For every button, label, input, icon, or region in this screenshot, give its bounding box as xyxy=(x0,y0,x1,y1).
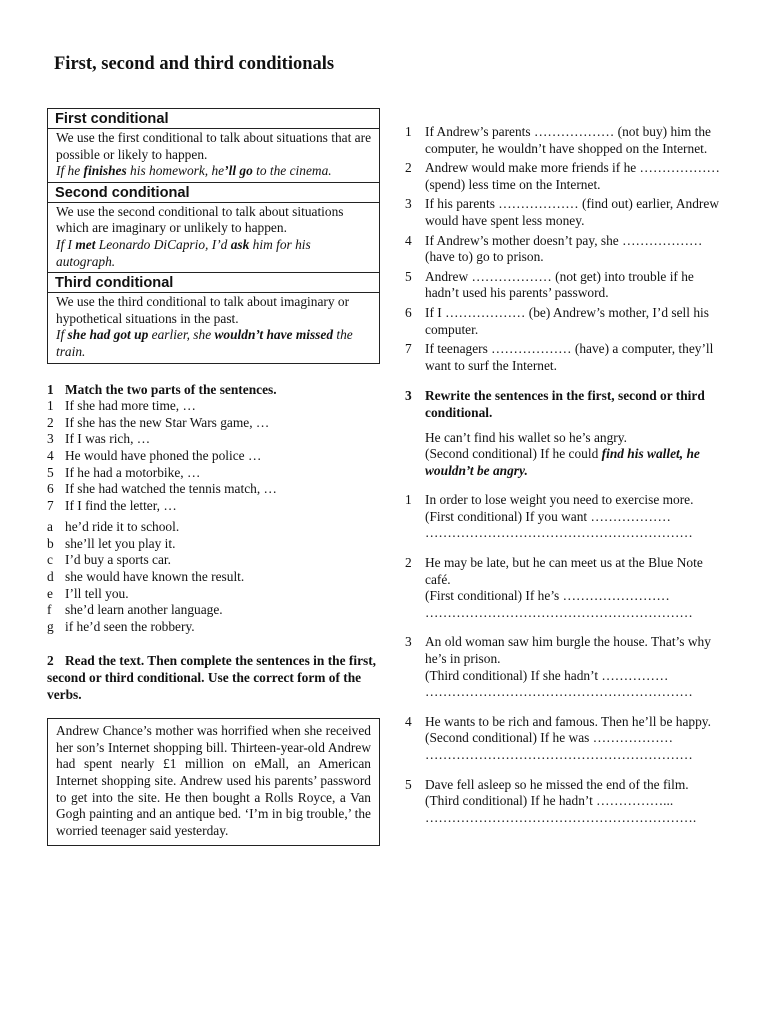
item-text: she would have known the result. xyxy=(65,569,245,585)
fill-in-sentence: If Andrew’s mother doesn’t pay, she ……………… (have to) go to prison. xyxy=(425,232,703,265)
rewrite-item xyxy=(425,634,725,700)
item-text: I’ll tell you. xyxy=(65,585,129,601)
list-item xyxy=(405,269,725,302)
item-text: If I find the letter, … xyxy=(65,497,177,513)
rewrite-prompt: (First conditional) If you want ……………… xyxy=(425,508,671,524)
exercise-3-example xyxy=(425,430,725,480)
item-number: 2 xyxy=(405,160,412,176)
item-number: 5 xyxy=(47,464,54,480)
list-item xyxy=(405,233,725,266)
original-sentence: He may be late, but he can meet us at the Blue Note café. xyxy=(425,555,703,587)
example-answer: (Second conditional) If he could find his wallet, he wouldn’t be angry. xyxy=(425,446,700,478)
item-text: she’d learn another language. xyxy=(65,602,223,618)
item-number: 5 xyxy=(405,776,412,792)
exercise-3-items xyxy=(405,492,725,826)
item-text: If he had a motorbike, … xyxy=(65,464,201,480)
fill-in-sentence: Andrew would make more friends if he ……………… (spend) less time on the Internet. xyxy=(425,160,720,192)
item-number: 3 xyxy=(405,634,412,650)
fill-in-sentence: If Andrew’s parents ……………… (not buy) him the computer, he wouldn’t have shopped on the Internet. xyxy=(425,124,711,156)
item-text: she’ll let you play it. xyxy=(65,535,176,551)
first-conditional-description: We use the first conditional to talk about situations that are possible or likely to happen. xyxy=(56,130,372,162)
third-conditional-heading: Third conditional xyxy=(48,273,379,293)
rewrite-prompt: (Third conditional) If she hadn’t …………… xyxy=(425,667,669,683)
item-text: He would have phoned the police … xyxy=(65,447,262,463)
rewrite-item xyxy=(425,714,725,764)
item-number: 3 xyxy=(405,196,412,212)
second-conditional-body xyxy=(48,203,379,273)
list-item xyxy=(405,714,725,764)
fill-in-sentence: If teenagers ……………… (have) a computer, they’ll want to surf the Internet. xyxy=(425,341,714,373)
list-item xyxy=(47,448,380,465)
item-number: 2 xyxy=(47,414,54,430)
answer-line: …………………………………………………… xyxy=(425,684,693,700)
first-conditional-body xyxy=(48,129,379,183)
fill-in-sentence: Andrew ……………… (not get) into trouble if he hadn’t used his parents’ password. xyxy=(425,268,694,301)
fill-in-sentence: If his parents ……………… (find out) earlier, Andrew would have spent less money. xyxy=(425,196,719,228)
answer-line: ……………………………………………………. xyxy=(425,809,697,825)
first-conditional-heading: First conditional xyxy=(48,109,379,129)
list-item xyxy=(405,777,725,827)
item-number: 7 xyxy=(47,497,54,513)
item-text: if he’d seen the robbery. xyxy=(65,618,195,634)
right-column xyxy=(405,124,725,826)
list-item xyxy=(47,519,380,536)
list-item xyxy=(47,498,380,515)
list-item xyxy=(47,552,380,569)
answer-line: …………………………………………………… xyxy=(425,525,693,541)
item-number: 2 xyxy=(405,555,412,571)
fill-in-sentence: If I ……………… (be) Andrew’s mother, I’d sell his computer. xyxy=(425,304,709,337)
rewrite-prompt: (Second conditional) If he was ……………… xyxy=(425,730,674,746)
list-item xyxy=(405,341,725,374)
item-number: 1 xyxy=(47,398,54,414)
original-sentence: An old woman saw him burgle the house. That’s why he’s in prison. xyxy=(425,634,711,667)
third-conditional-body xyxy=(48,293,379,362)
exercise-1-sentence-endings xyxy=(47,519,380,635)
rewrite-item xyxy=(425,777,725,827)
list-item xyxy=(405,124,725,157)
item-letter: g xyxy=(47,618,54,634)
exercise-1-sentence-starts xyxy=(47,398,380,514)
item-number: 4 xyxy=(47,447,54,463)
list-item xyxy=(405,492,725,542)
item-text: he’d ride it to school. xyxy=(65,519,180,535)
reading-passage-box: Andrew Chance’s mother was horrified when she received her son’s Internet shopping bill. Thirteen-year-old Andrew had spent nearly £1 million on eMall, an American Internet shopping site. Andrew used his parents’ password to get into the site. He then bought a Rolls Royce, a Van Gogh painting and an antique bed. ‘I’m in big trouble,’ the worried teenager said yesterday. xyxy=(47,718,380,846)
item-letter: c xyxy=(47,552,53,568)
list-item xyxy=(405,305,725,338)
left-column xyxy=(47,108,380,846)
original-sentence: Dave fell asleep so he missed the end of the film. xyxy=(425,776,689,792)
list-item xyxy=(405,555,725,621)
item-number: 1 xyxy=(405,492,412,508)
list-item xyxy=(47,586,380,603)
exercise-2-sentences xyxy=(405,124,725,374)
item-text: If she had watched the tennis match, … xyxy=(65,481,277,497)
list-item xyxy=(47,465,380,482)
item-number: 6 xyxy=(47,481,54,497)
list-item xyxy=(47,602,380,619)
item-number: 4 xyxy=(405,232,412,248)
grammar-box xyxy=(47,108,380,364)
page-title: First, second and third conditionals xyxy=(54,54,335,74)
list-item xyxy=(47,398,380,415)
exercise-1-heading: 1 Match the two parts of the sentences. xyxy=(47,381,277,397)
rewrite-prompt: (First conditional) If he’s …………………… xyxy=(425,588,670,604)
item-number: 6 xyxy=(405,304,412,320)
item-text: If I was rich, … xyxy=(65,431,151,447)
item-number: 3 xyxy=(47,431,54,447)
item-number: 7 xyxy=(405,341,412,357)
exercise-2-heading: 2 Read the text. Then complete the sentences in the first, second or third conditional. Use the correct form of the verbs. xyxy=(47,653,377,702)
original-sentence: In order to lose weight you need to exercise more. xyxy=(425,492,694,508)
list-item xyxy=(47,481,380,498)
item-letter: d xyxy=(47,569,54,585)
second-conditional-heading: Second conditional xyxy=(48,183,379,203)
list-item xyxy=(405,196,725,229)
item-text: If she had more time, … xyxy=(65,398,196,414)
rewrite-item xyxy=(425,555,725,621)
item-text: I’d buy a sports car. xyxy=(65,552,171,568)
example-sentence: He can’t find his wallet so he’s angry. xyxy=(425,429,627,445)
answer-line: …………………………………………………… xyxy=(425,604,693,620)
list-item xyxy=(47,431,380,448)
item-number: 1 xyxy=(405,124,412,139)
list-item xyxy=(47,619,380,636)
item-letter: a xyxy=(47,519,53,535)
item-letter: b xyxy=(47,535,54,551)
list-item xyxy=(47,415,380,432)
item-letter: e xyxy=(47,585,53,601)
list-item xyxy=(47,536,380,553)
rewrite-prompt: (Third conditional) If he hadn’t ……………... xyxy=(425,793,674,809)
second-conditional-example: If I met Leonardo DiCaprio, I’d ask him for his autograph. xyxy=(56,236,311,269)
list-item xyxy=(405,160,725,193)
third-conditional-example: If she had got up earlier, she wouldn’t have missed the train. xyxy=(56,327,353,359)
list-item xyxy=(405,634,725,700)
rewrite-item xyxy=(425,492,725,542)
original-sentence: He wants to be rich and famous. Then he’ll be happy. xyxy=(425,713,711,729)
answer-line: …………………………………………………… xyxy=(425,747,693,762)
item-text: If she has the new Star Wars game, … xyxy=(65,414,270,430)
item-number: 5 xyxy=(405,268,412,284)
first-conditional-example: If he finishes his homework, he’ll go to the cinema. xyxy=(56,163,332,179)
exercise-3-heading: 3 Rewrite the sentences in the first, second or third conditional. xyxy=(405,388,705,420)
item-letter: f xyxy=(47,602,52,618)
third-conditional-description: We use the third conditional to talk about imaginary or hypothetical situations in the past. xyxy=(56,294,350,326)
second-conditional-description: We use the second conditional to talk about situations which are imaginary or unlikely to happen. xyxy=(56,203,344,236)
item-number: 4 xyxy=(405,713,412,729)
list-item xyxy=(47,569,380,586)
